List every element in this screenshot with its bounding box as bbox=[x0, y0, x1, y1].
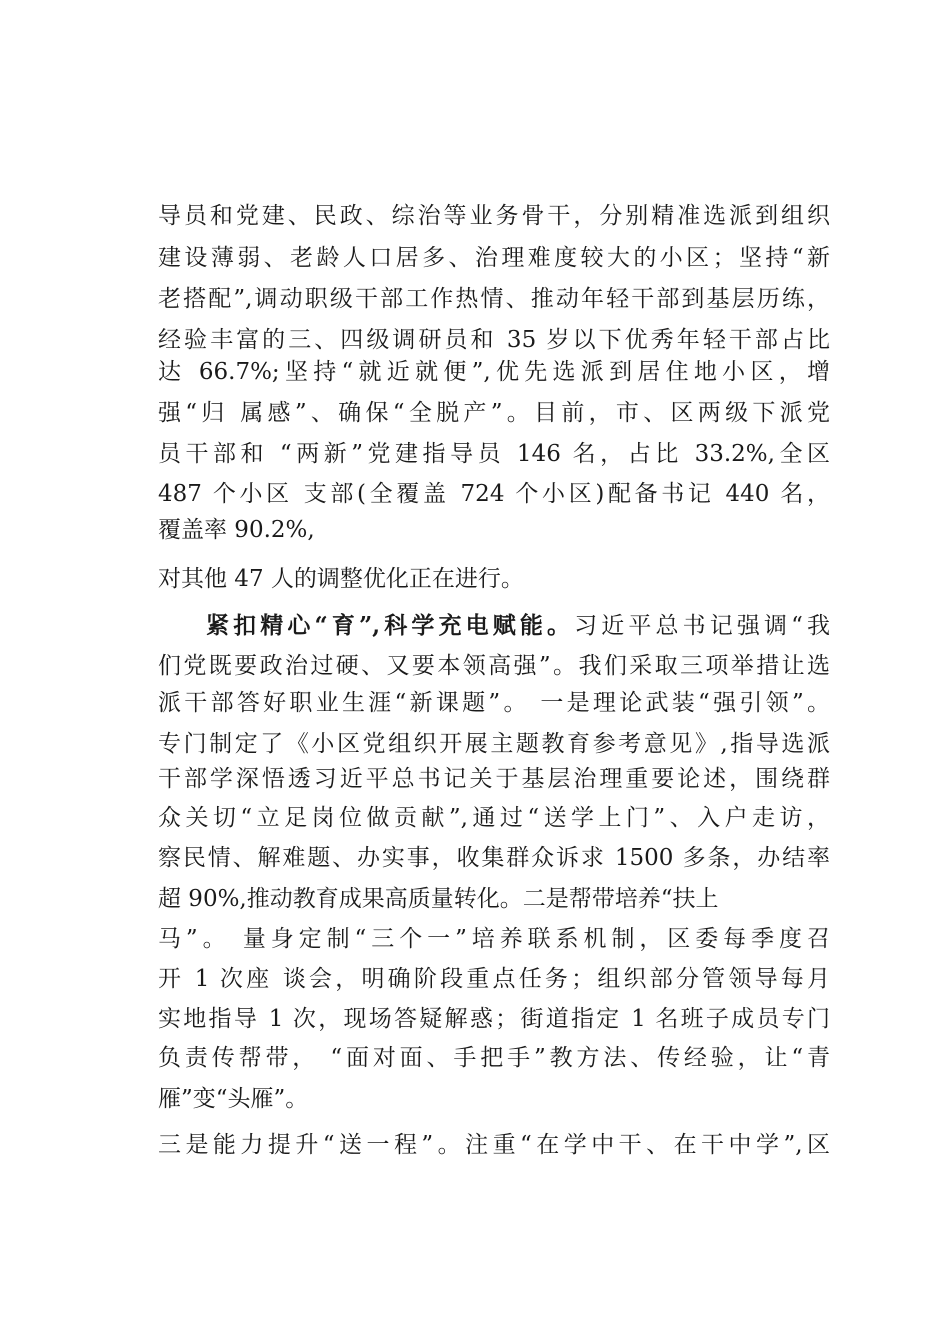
paragraph-line: 开 1 次座 谈会，明确阶段重点任务；组织部分管领导每月 bbox=[158, 966, 830, 992]
paragraph-line: 们党既要政治过硬、又要本领高强”。我们采取三项举措让选 bbox=[158, 653, 830, 679]
paragraph-line: 覆盖率 90.2%, bbox=[158, 517, 315, 543]
paragraph-line: 众关切“立足岗位做贡献”,通过“送学上门”、入户走访， bbox=[158, 805, 830, 831]
paragraph-line: 马”。 量身定制“三个一”培养联系机制，区委每季度召 bbox=[158, 926, 830, 952]
paragraph-lead-heading: 紧扣精心“育”,科学充电赋能。 bbox=[206, 612, 575, 639]
paragraph-line: 实地指导 1 次，现场答疑解惑；街道指定 1 名班子成员专门 bbox=[158, 1006, 830, 1032]
paragraph-line: 对其他 47 人的调整优化正在进行。 bbox=[158, 566, 524, 592]
paragraph-line: 察民情、解难题、办实事，收集群众诉求 1500 多条，办结率 bbox=[158, 845, 830, 871]
paragraph-line: 派干部答好职业生涯“新课题”。 一是理论武装“强引领”。 bbox=[158, 690, 830, 716]
paragraph-line: 三是能力提升“送一程”。注重“在学中干、在干中学”,区 bbox=[158, 1132, 830, 1158]
paragraph-line: 负责传帮带， “面对面、手把手”教方法、传经验，让“青 bbox=[158, 1045, 830, 1071]
paragraph-line: 干部学深悟透习近平总书记关于基层治理重要论述，围绕群 bbox=[158, 766, 830, 792]
paragraph-line: 专门制定了《小区党组织开展主题教育参考意见》,指导选派 bbox=[158, 731, 830, 757]
paragraph-first-line bbox=[206, 606, 830, 646]
paragraph-line: 导员和党建、民政、综治等业务骨干，分别精准选派到组织 bbox=[158, 203, 830, 229]
paragraph-line: 员干部和 “两新”党建指导员 146 名，占比 33.2%,全区 bbox=[158, 441, 830, 467]
paragraph-line: 建设薄弱、老龄人口居多、治理难度较大的小区；坚持“新 bbox=[158, 245, 830, 271]
paragraph-line: 强“归 属感”、确保“全脱产”。目前，市、区两级下派党 bbox=[158, 400, 830, 426]
paragraph-lead-text: 习近平总书记强调“我 bbox=[574, 613, 830, 639]
paragraph-line: 487 个小区 支部(全覆盖 724 个小区)配备书记 440 名， bbox=[158, 481, 830, 507]
paragraph-line: 老搭配”,调动职级干部工作热情、推动年轻干部到基层历练， bbox=[158, 286, 830, 312]
paragraph-line: 超 90%,推动教育成果高质量转化。二是帮带培养“扶上 bbox=[158, 886, 719, 912]
paragraph-line: 达 66.7%;坚持“就近就便”,优先选派到居住地小区，增 bbox=[158, 359, 830, 385]
paragraph-line: 经验丰富的三、四级调研员和 35 岁以下优秀年轻干部占比 bbox=[158, 327, 830, 353]
paragraph-line: 雁”变“头雁”。 bbox=[158, 1086, 309, 1112]
